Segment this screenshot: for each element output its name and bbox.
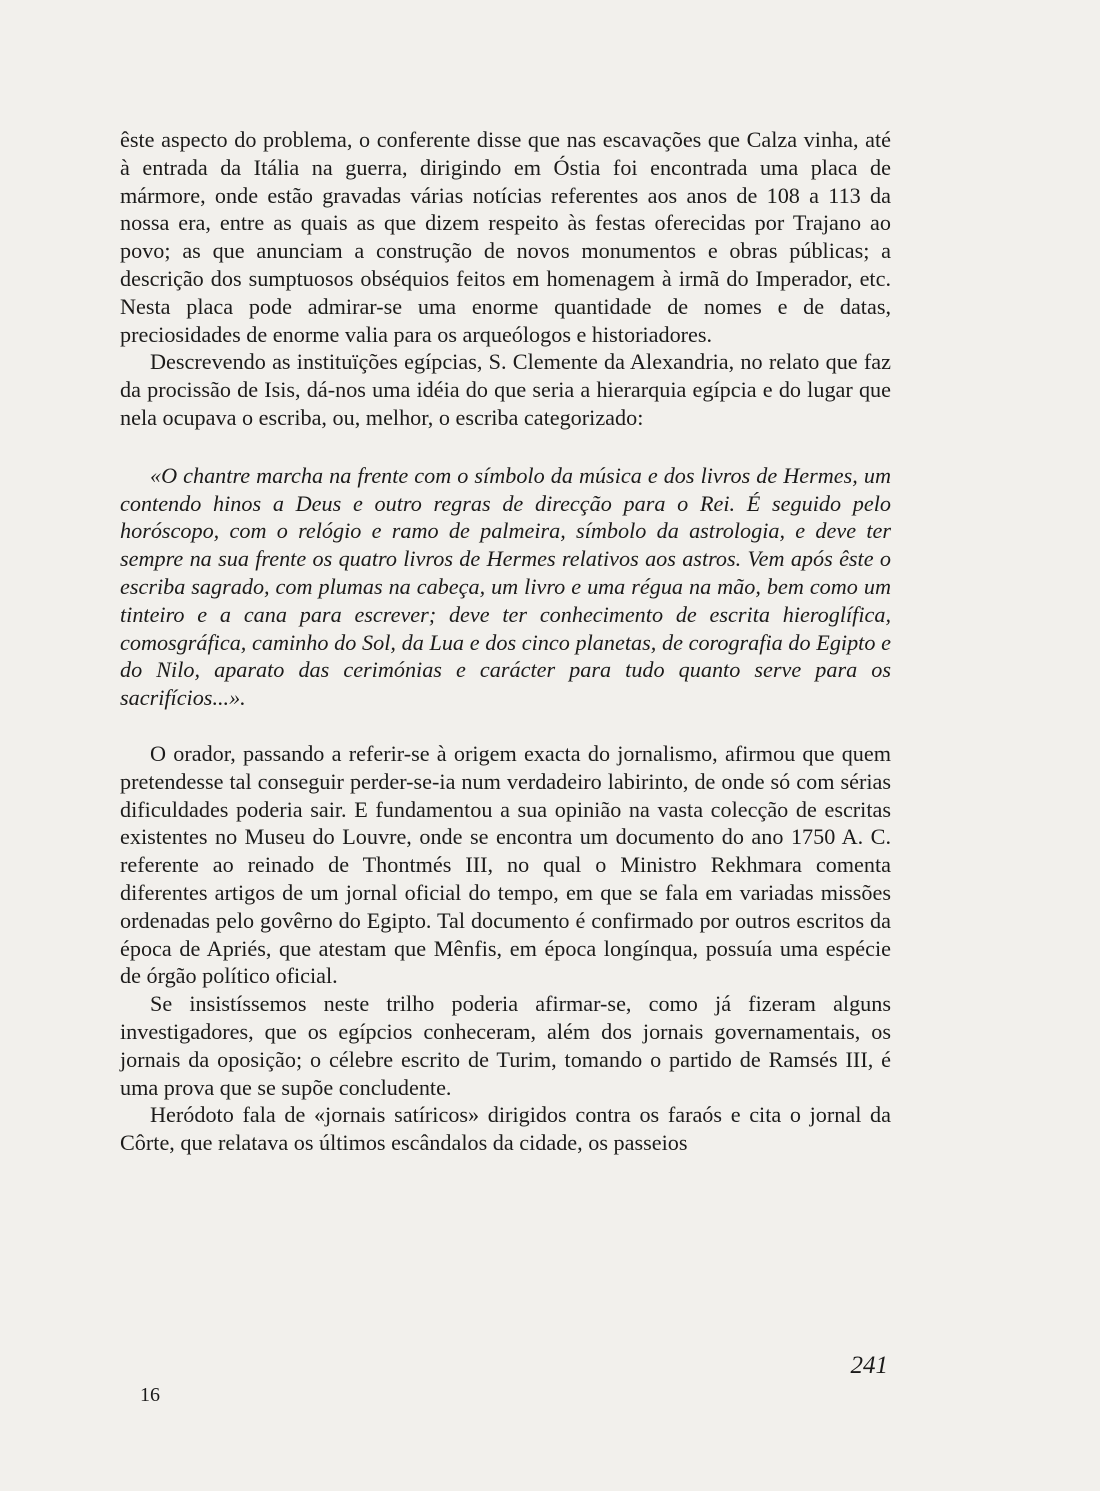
paragraph-2: Descrevendo as instituïções egípcias, S. Clemente da Alexandria, no relato que faz da procissão de Isis, dá-nos uma idéia do que seria a hierarquia egípcia e do lugar que nela ocupava o escriba, ou, melhor, o escriba categorizado: — [120, 349, 891, 430]
page-number: 241 — [850, 1352, 888, 1379]
signature-mark: 16 — [140, 1384, 160, 1406]
paragraph-3: O orador, passando a referir-se à origem exacta do jornalismo, afirmou que quem pretendesse tal conseguir perder-se-ia num verdadeiro labirinto, de onde só com sérias dificuldades poderia sair. E fundamentou a sua opinião na vasta colecção de escritas existentes no Museu do Louvre, onde se encontra um documento do ano 1750 A. C. referente ao reinado de Thontmés III, no qual o Ministro Rekhmara comenta diferentes artigos de um jornal oficial do tempo, em que se fala em variadas missões ordenadas pelo govêrno do Egipto. Tal documento é confirmado por outros escritos da época de Apriés, que atestam que Mênfis, em época longínqua, possuía uma espécie de órgão político oficial. — [120, 740, 891, 989]
body-text — [120, 126, 891, 1157]
paragraph-1: êste aspecto do problema, o conferente disse que nas escavações que Calza vinha, até à entrada da Itália na guerra, dirigindo em Óstia foi encontrada uma placa de mármore, onde estão gravadas várias notícias referentes aos anos de 108 a 113 da nossa era, entre as quais as que dizem respeito às festas oferecidas por Trajano ao povo; as que anunciam a construção de novos monumentos e obras públicas; a descrição dos sumptuosos obséquios feitos em homenagem à irmã do Imperador, etc. Nesta placa pode admirar-se uma enorme quantidade de nomes e de datas, preciosidades de enorme valia para os arqueólogos e historiadores. — [120, 127, 891, 347]
paragraph-4: Se insistíssemos neste trilho poderia afirmar-se, como já fizeram alguns investigadores, que os egípcios conheceram, além dos jornais governamentais, os jornais da oposição; o célebre escrito de Turim, tomando o partido de Ramsés III, é uma prova que se supõe concludente. — [120, 991, 891, 1100]
quotation-paragraph: «O chantre marcha na frente com o símbolo da música e dos livros de Hermes, um contendo hinos a Deus e outro regras de direcção para o Rei. É seguido pelo horóscopo, com o relógio e ramo de palmeira, símbolo da astrologia, e deve ter sempre na sua frente os quatro livros de Hermes relativos aos astros. Vem após êste o escriba sagrado, com plumas na cabeça, um livro e uma régua na mão, bem como um tinteiro e a cana para escrever; deve ter conhecimento de escrita hieroglífica, comosgráfica, caminho do Sol, da Lua e dos cinco planetas, de corografia do Egipto e do Nilo, aparato das cerimónias e carácter para tudo quanto serve para os sacrifícios...». — [120, 462, 891, 711]
paragraph-5: Heródoto fala de «jornais satíricos» dirigidos contra os faraós e cita o jornal da Côrte, que relatava os últimos escândalos da cidade, os passeios — [120, 1102, 891, 1156]
